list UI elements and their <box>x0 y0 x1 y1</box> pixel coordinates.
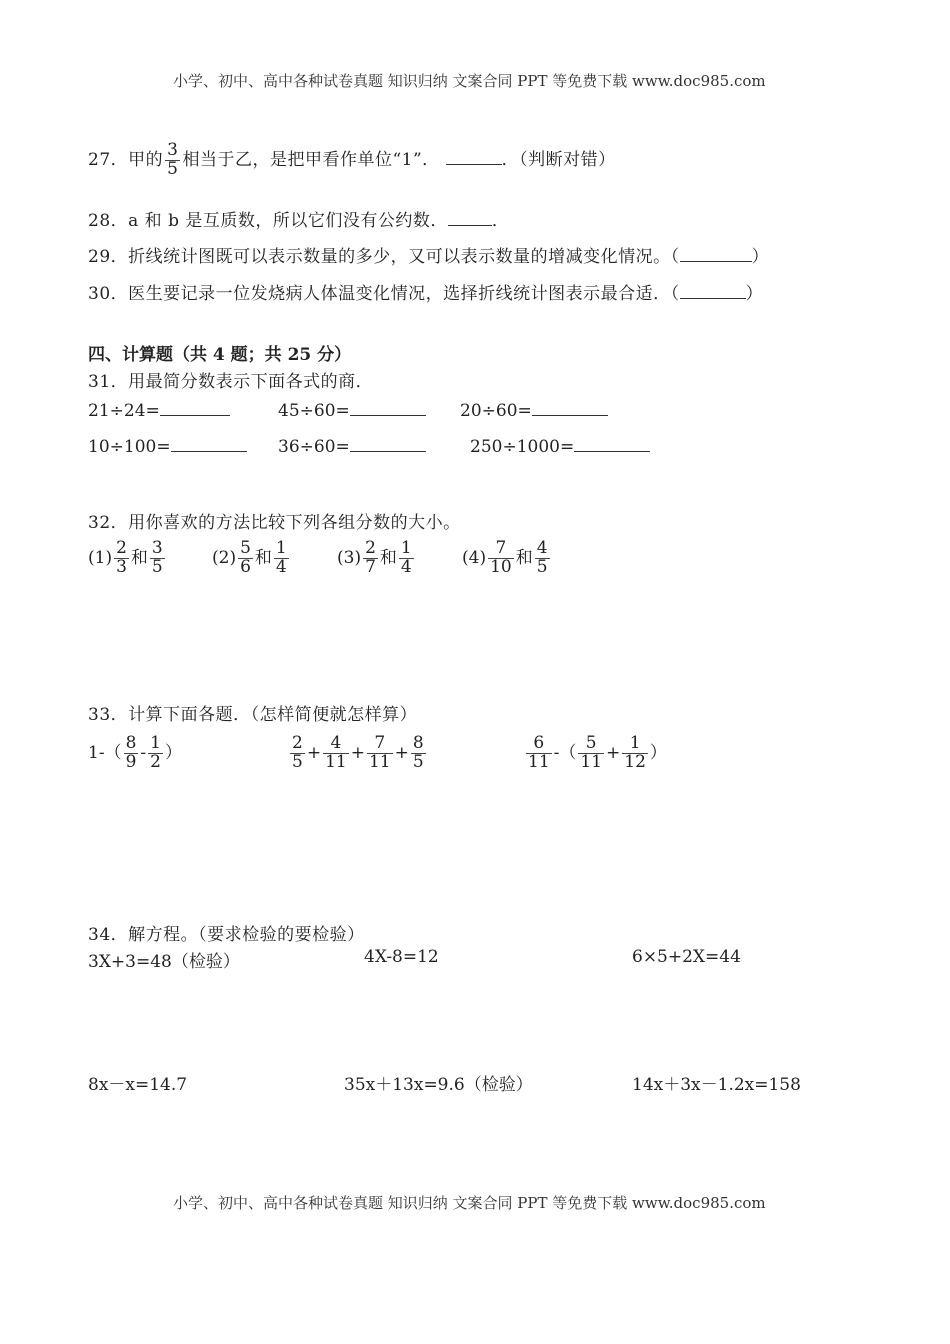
q28-end: ． <box>491 211 510 231</box>
q34-equation: 35x＋13x=9.6（检验） <box>344 1075 533 1095</box>
fraction <box>367 735 393 772</box>
fraction <box>622 735 648 772</box>
q32-label: (2) <box>212 547 237 568</box>
fraction <box>411 735 426 772</box>
q27-suffix: 相当于乙，是把甲看作单位“1”． <box>182 149 440 170</box>
q33-title: 33．计算下面各题．（怎样简便就怎样算） <box>88 705 418 725</box>
q33-expression-1 <box>88 735 182 772</box>
fraction <box>526 735 552 772</box>
q31-answer-blank[interactable] <box>171 437 247 452</box>
section-4-title: 四、计算题（共 4 题；共 25 分） <box>88 345 352 365</box>
operator: + <box>350 742 365 763</box>
q31-item <box>470 437 650 457</box>
denominator: 2 <box>150 751 161 772</box>
operator: + <box>306 742 322 763</box>
numerator: 5 <box>240 538 251 558</box>
q27-numerator: 3 <box>167 140 179 160</box>
q32-and: 和 <box>254 547 272 568</box>
denominator: 9 <box>125 751 137 772</box>
numerator: 8 <box>412 733 424 753</box>
denominator: 5 <box>412 751 424 772</box>
q28-answer-blank[interactable] <box>448 211 492 226</box>
q27-prefix: 27．甲的 <box>88 149 164 170</box>
numerator: 2 <box>365 538 376 558</box>
q31-item <box>88 437 247 457</box>
fraction <box>124 735 139 772</box>
numerator: 4 <box>536 538 548 558</box>
fraction <box>148 735 163 772</box>
q31-answer-blank[interactable] <box>350 437 426 452</box>
q34-equation: 6×5+2X=44 <box>632 947 741 967</box>
fraction <box>290 735 305 772</box>
denominator: 5 <box>536 556 548 577</box>
q32-item-3 <box>337 540 416 577</box>
numerator: 1 <box>275 538 287 558</box>
q31-item <box>278 437 426 457</box>
q31-answer-blank[interactable] <box>574 437 650 452</box>
q31-answer-blank[interactable] <box>350 401 426 416</box>
q32-item-4 <box>462 540 552 577</box>
question-29 <box>88 242 769 267</box>
numerator: 1 <box>400 538 412 558</box>
q31-expr: 45÷60= <box>278 401 350 421</box>
denominator: 12 <box>624 751 646 772</box>
q32-fraction-b <box>399 540 414 577</box>
denominator: 11 <box>580 751 603 772</box>
denominator: 4 <box>400 556 412 577</box>
q32-label: (1) <box>88 547 113 568</box>
q31-item <box>278 401 426 421</box>
q28-text: 28．a 和 b 是互质数，所以它们没有公约数． <box>88 211 448 231</box>
q31-answer-blank[interactable] <box>160 401 230 416</box>
operator: + <box>606 742 621 763</box>
denominator: 10 <box>490 556 512 577</box>
operator: + <box>394 742 409 763</box>
q30-end: ） <box>745 284 764 304</box>
question-30 <box>88 279 763 304</box>
denominator: 5 <box>292 751 303 772</box>
q32-fraction-b <box>274 540 289 577</box>
expr-text: ） <box>164 742 182 763</box>
q29-end: ） <box>751 247 770 267</box>
numerator: 2 <box>116 538 127 558</box>
denominator: 3 <box>116 556 127 577</box>
numerator: 6 <box>533 733 545 753</box>
q31-answer-blank[interactable] <box>532 401 608 416</box>
operator: - <box>140 742 147 763</box>
q32-and: 和 <box>130 547 148 568</box>
q32-and: 和 <box>379 547 397 568</box>
expr-text: 1-（ <box>88 742 122 763</box>
q32-fraction-b <box>150 540 165 577</box>
numerator: 7 <box>374 733 386 753</box>
numerator: 4 <box>330 733 342 753</box>
denominator: 11 <box>368 751 391 772</box>
numerator: 1 <box>629 733 641 753</box>
q32-fraction-a <box>114 540 129 577</box>
q27-fraction <box>165 142 180 179</box>
expr-text: -（ <box>553 742 577 763</box>
q30-text: 30．医生要记录一位发烧病人体温变化情况，选择折线统计图表示最合适．（ <box>88 284 680 304</box>
q32-fraction-a <box>363 540 378 577</box>
numerator: 2 <box>292 733 303 753</box>
q32-and: 和 <box>515 547 533 568</box>
q32-item-1 <box>88 540 167 577</box>
denominator: 4 <box>275 556 287 577</box>
denominator: 6 <box>240 556 251 577</box>
expr-text: ） <box>649 742 667 763</box>
q31-expr: 21÷24= <box>88 401 160 421</box>
q27-answer-blank[interactable] <box>446 150 502 165</box>
q27-end: ．（判断对错） <box>501 149 616 170</box>
denominator: 11 <box>325 751 347 772</box>
numerator: 5 <box>585 733 597 753</box>
fraction <box>323 735 349 772</box>
numerator: 8 <box>125 733 137 753</box>
q34-equation: 4X-8=12 <box>364 947 439 967</box>
q31-expr: 36÷60= <box>278 437 350 457</box>
denominator: 11 <box>528 751 550 772</box>
q32-label: (4) <box>462 547 487 568</box>
numerator: 1 <box>150 733 161 753</box>
q34-equation: 8x－x=14.7 <box>88 1075 188 1095</box>
denominator: 5 <box>151 556 163 577</box>
q34-equation: 14x＋3x－1.2x=158 <box>632 1075 801 1095</box>
page-header: 小学、初中、高中各种试卷真题 知识归纳 文案合同 PPT 等免费下载 www.doc985.com <box>173 72 766 90</box>
q32-fraction-a <box>488 540 514 577</box>
q32-item-2 <box>212 540 291 577</box>
q34-title: 34．解方程。（要求检验的要检验） <box>88 925 365 945</box>
q32-label: (3) <box>337 547 362 568</box>
q31-expr: 250÷1000= <box>470 437 575 457</box>
fraction <box>578 735 604 772</box>
q29-text: 29．折线统计图既可以表示数量的多少，又可以表示数量的增减变化情况。（ <box>88 247 680 267</box>
q34-equation: 3X+3=48（检验） <box>88 952 240 972</box>
q31-expr: 20÷60= <box>460 401 532 421</box>
q29-answer-blank[interactable] <box>680 247 752 262</box>
q31-item <box>88 401 230 421</box>
q32-fraction-b <box>535 540 550 577</box>
q31-expr: 10÷100= <box>88 437 171 457</box>
question-28 <box>88 206 509 231</box>
numerator: 7 <box>495 538 507 558</box>
q32-title: 32．用你喜欢的方法比较下列各组分数的大小。 <box>88 513 461 533</box>
question-27 <box>88 142 616 179</box>
q33-expression-2 <box>288 735 428 772</box>
numerator: 3 <box>151 538 163 558</box>
page-footer: 小学、初中、高中各种试卷真题 知识归纳 文案合同 PPT 等免费下载 www.doc985.com <box>173 1194 766 1212</box>
q31-title: 31．用最简分数表示下面各式的商． <box>88 372 374 392</box>
q31-item <box>460 401 608 421</box>
q32-fraction-a <box>238 540 253 577</box>
q27-denominator: 5 <box>167 158 179 179</box>
q33-expression-3 <box>524 735 667 772</box>
q30-answer-blank[interactable] <box>680 284 746 299</box>
denominator: 7 <box>365 556 376 577</box>
